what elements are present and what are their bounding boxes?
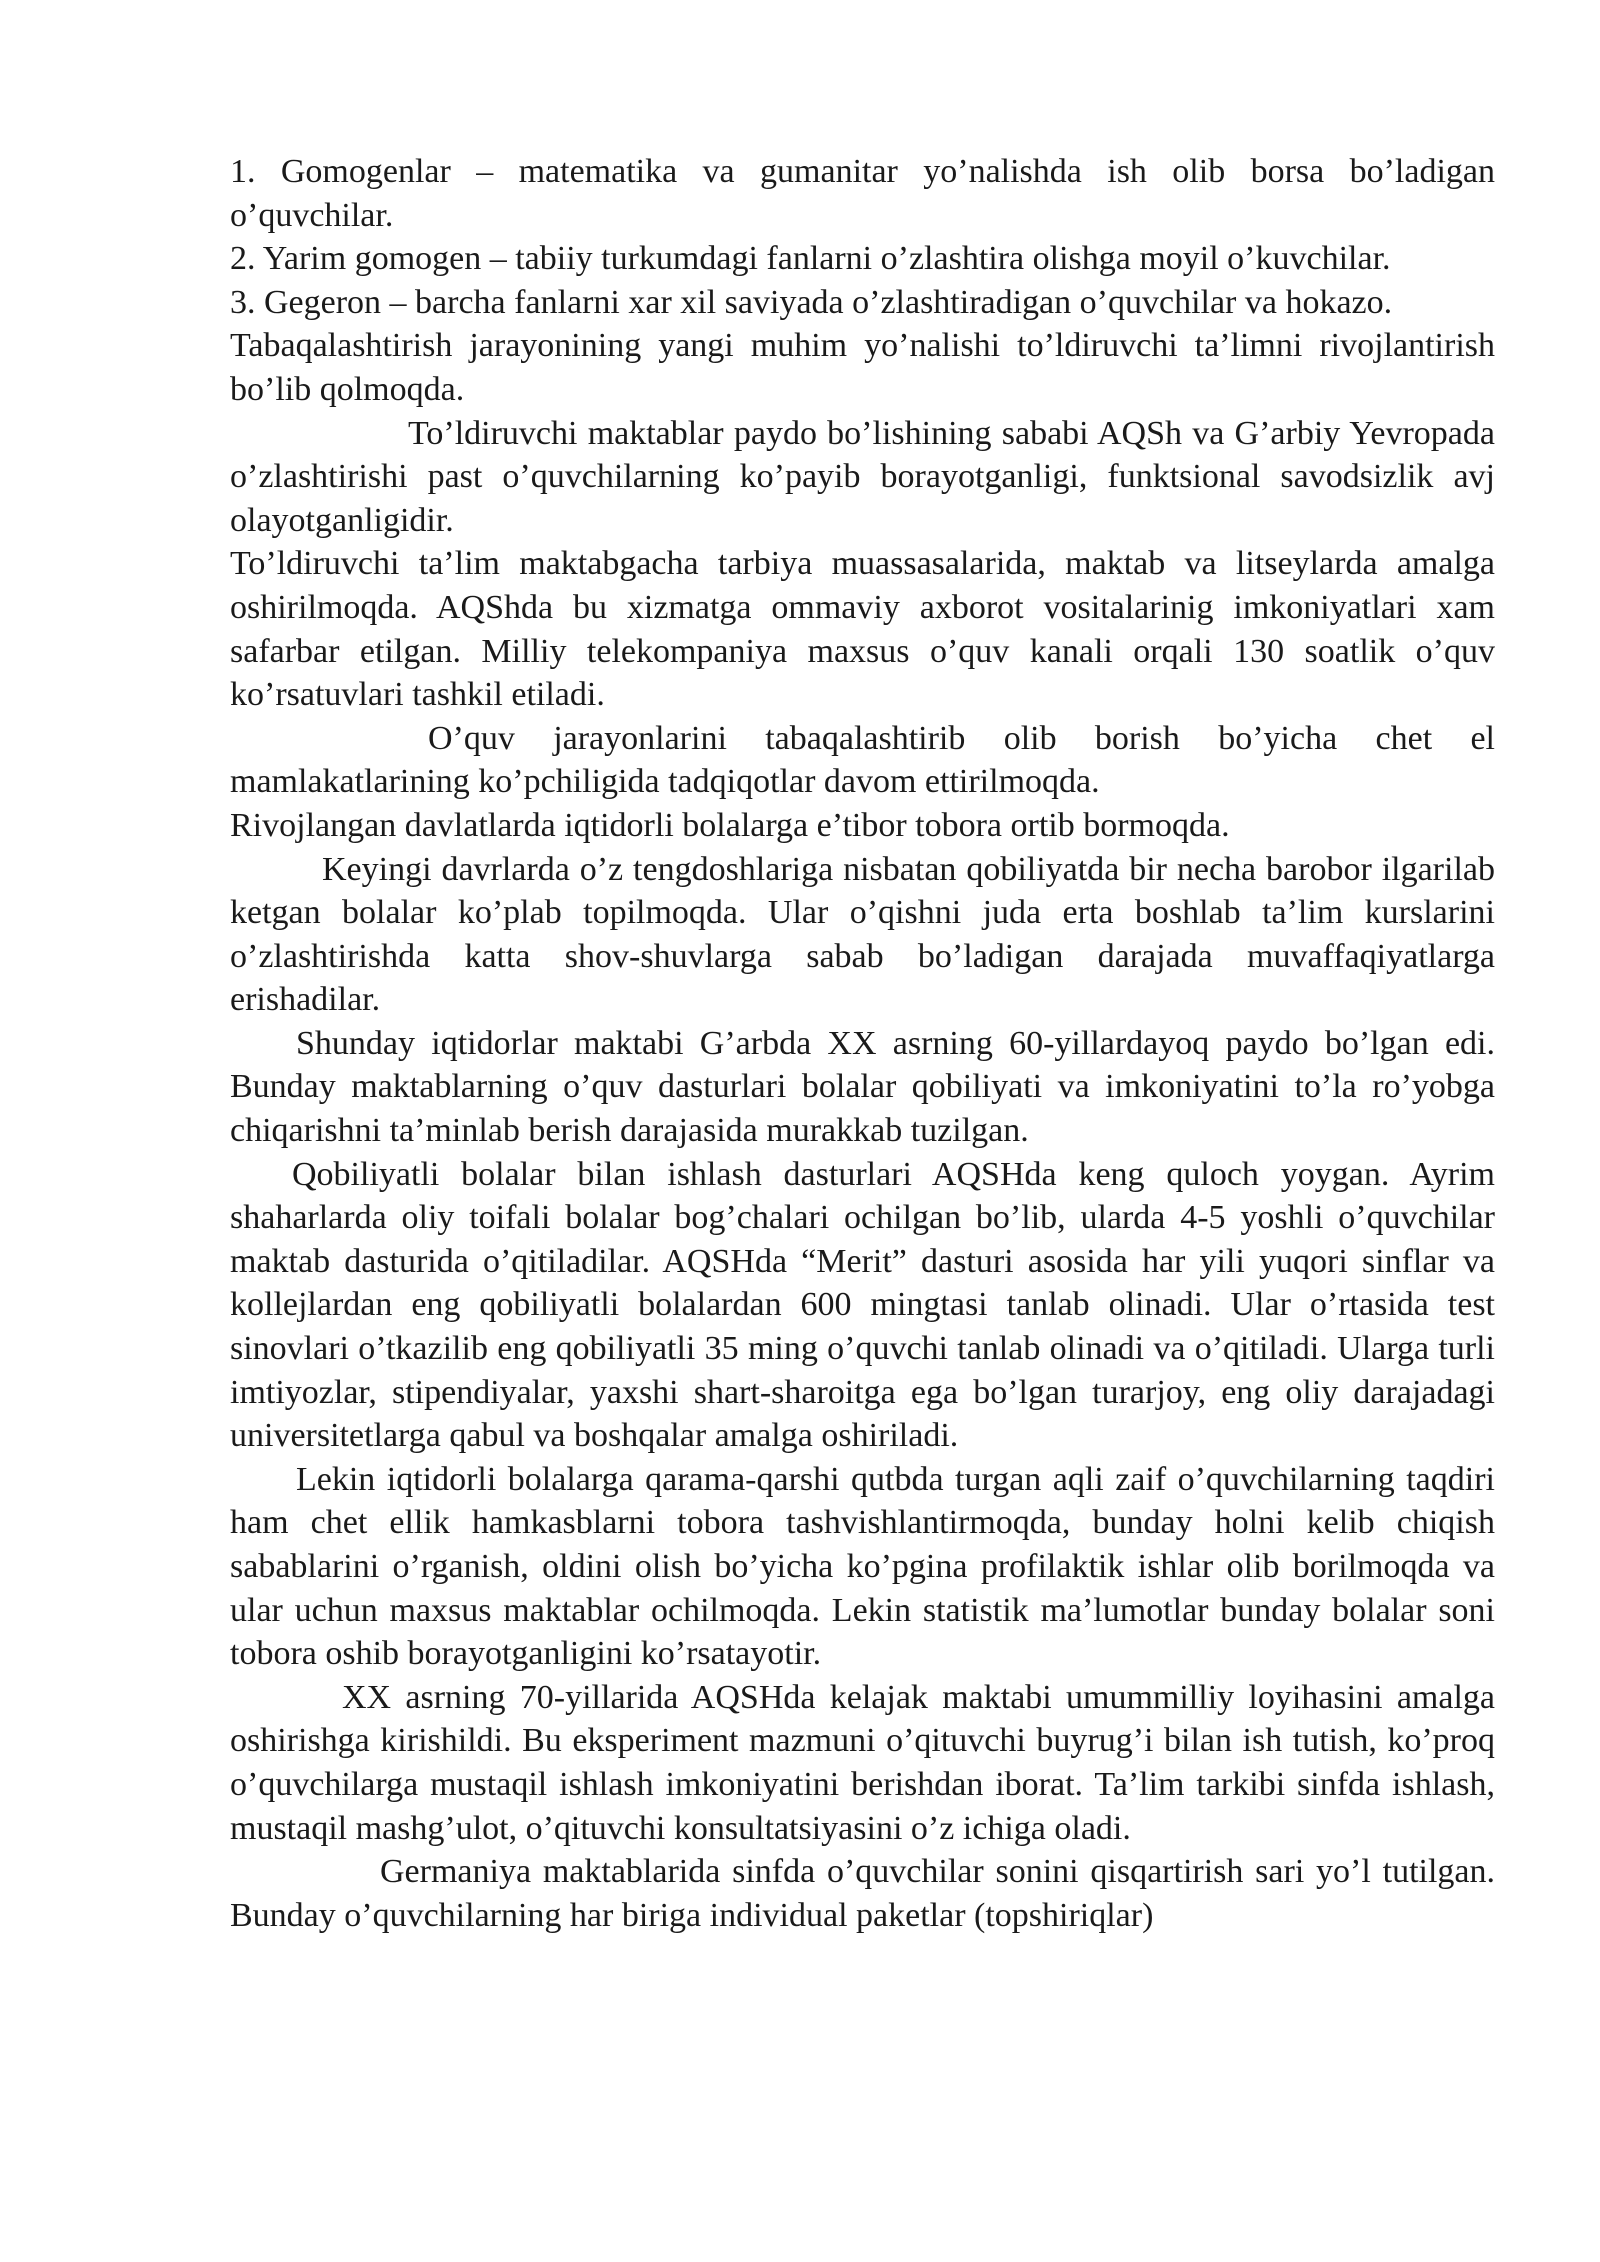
paragraph-6: To’ldiruvchi ta’lim maktabgacha tarbiya muassasalarida, maktab va litseylarda amalga oshirilmoqda. AQShda bu xizmatga ommaviy axborot vositalarinig imkoniyatlari xam safarbar etilgan. Milliy telekompaniya maxsus o’quv kanali orqali 130 soatlik o’quv ko’rsatuvlari tashkil etiladi. bbox=[230, 545, 1495, 714]
paragraph-8: Rivojlangan davlatlarda iqtidorli bolalarga e’tibor tobora ortib bormoqda. bbox=[230, 806, 1230, 844]
paragraph-13: XX asrning 70-yillarida AQSHda kelajak maktabi umummilliy loyihasini amalga oshirishga kirishildi. Bu eksperiment mazmuni o’qituvchi buyrug’i bilan ish tutish, ko’proq o’quvchilarga mustaqil ishlash imkoniyatini berishdan iborat. Ta’lim tarkibi sinfda ishlash, mustaqil mashg’ulot, o’qituvchi konsultatsiyasini o’z ichiga oladi. bbox=[230, 1678, 1495, 1847]
paragraph-1: 1. Gomogenlar – matematika va gumanitar yo’nalishda ish olib borsa bo’ladigan o’quvchilar. bbox=[230, 153, 1495, 234]
paragraph-7: O’quv jarayonlarini tabaqalashtirib olib borish bo’yicha chet el mamlakatlarining ko’pchiligida tadqiqotlar davom ettirilmoqda. bbox=[230, 719, 1495, 801]
paragraph-11: Qobiliyatli bolalar bilan ishlash dasturlari AQSHda keng quloch yoygan. Ayrim shaharlarda oliy toifali bolalar bog’chalari ochilgan bo’lib, ularda 4-5 yoshli o’quvchilar maktab dasturida o’qitiladilar. AQSHda “Merit” dasturi asosida har yili yuqori sinflar va kollejlardan eng qobiliyatli bolalardan 600 mingtasi tanlab olinadi. Ular o’rtasida test sinovlari o’tkazilib eng qobiliyatli 35 ming o’quvchi tanlab olinadi va o’qitiladi. Ularga turli imtiyozlar, stipendiyalar, yaxshi shart-sharoitga ega bo’lgan turarjoy, eng oliy darajadagi universitetlarga qabul va boshqalar amalga oshiriladi. bbox=[230, 1155, 1495, 1455]
document-page bbox=[230, 150, 1495, 1937]
paragraph-12: Lekin iqtidorli bolalarga qarama-qarshi qutbda turgan aqli zaif o’quvchilarning taqdiri ham chet ellik hamkasblarni tobora tashvishlantirmoqda, bunday holni kelib chiqish sabablarini o’rganish, oldini olish bo’yicha ko’pgina profilaktik ishlar olib borilmoqda va ular uchun maxsus maktablar ochilmoqda. Lekin statistik ma’lumotlar bunday bolalar soni tobora oshib borayotganligini ko’rsatayotir. bbox=[230, 1460, 1495, 1673]
paragraph-4: Tabaqalashtirish jarayonining yangi muhim yo’nalishi to’ldiruvchi ta’limni rivojlantirish bo’lib qolmoqda. bbox=[230, 327, 1495, 408]
paragraph-3: 3. Gegeron – barcha fanlarni xar xil saviyada o’zlashtiradigan o’quvchilar va hokazo. bbox=[230, 283, 1393, 321]
paragraph-5: To’ldiruvchi maktablar paydo bo’lishining sababi AQSh va G’arbiy Yevropada o’zlashtirishi past o’quvchilarning ko’payib borayotganligi, funktsional savodsizlik avj olayotganligidir. bbox=[230, 414, 1495, 539]
paragraph-14: Germaniya maktablarida sinfda o’quvchilar sonini qisqartirish sari yo’l tutilgan. Bunday o’quvchilarning har biriga individual paketlar (topshiriqlar) bbox=[230, 1853, 1495, 1934]
paragraph-2: 2. Yarim gomogen – tabiiy turkumdagi fanlarni o’zlashtira olishga moyil o’kuvchilar. bbox=[230, 240, 1391, 278]
paragraph-10: Shunday iqtidorlar maktabi G’arbda XX asrning 60-yillardayoq paydo bo’lgan edi. Bunday maktablarning o’quv dasturlari bolalar qobiliyati va imkoniyatini to’la ro’yobga chiqarishni ta’minlab berish darajasida murakkab tuzilgan. bbox=[230, 1024, 1495, 1150]
paragraph-9: Keyingi davrlarda o’z tengdoshlariga nisbatan qobiliyatda bir necha barobor ilgarilab ketgan bolalar ko’plab topilmoqda. Ular o’qishni juda erta boshlab ta’lim kurslarini o’zlashtirishda katta shov-shuvlarga sabab bo’ladigan darajada muvaffaqiyatlarga erishadilar. bbox=[230, 850, 1495, 1019]
